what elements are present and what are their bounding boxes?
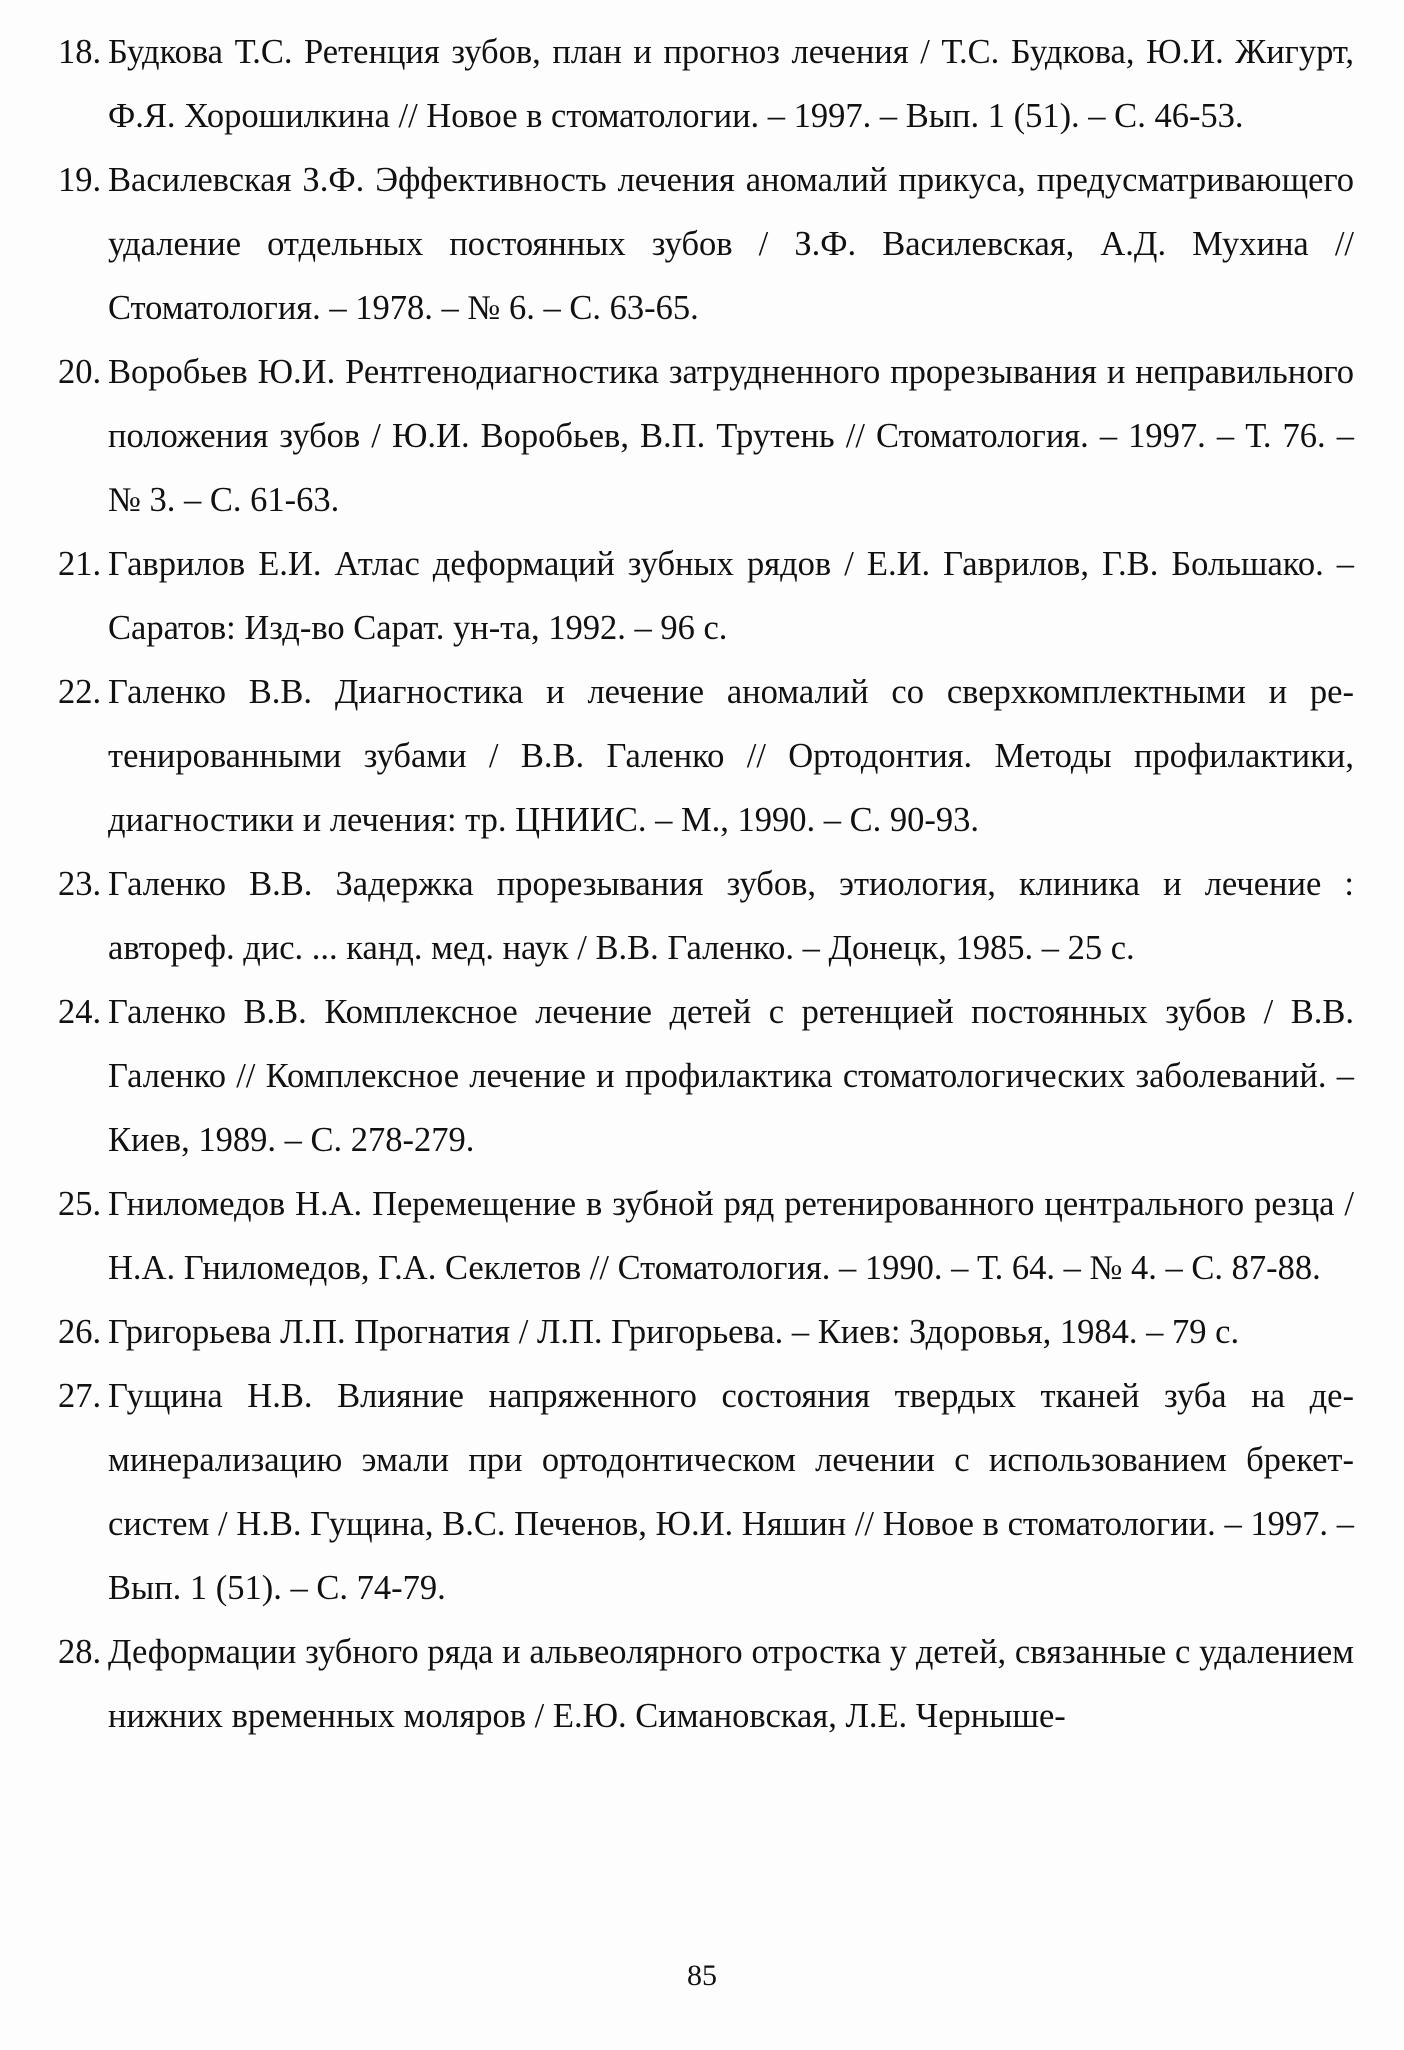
reference-text: Галенко В.В. Задержка прорезывания зубов, этиология, клиника и лечение : автореф. дис. ... канд. мед. наук / В.В. Галенко. – Донецк, 1985. – 25 с. [108,865,1354,967]
reference-item [58,980,1354,1172]
reference-number: 25. [58,1185,102,1223]
reference-text: Григорьева Л.П. Прогнатия / Л.П. Григорьева. – Киев: Здоровья, 1984. – 79 с. [108,1313,1240,1351]
reference-number: 26. [58,1313,102,1351]
reference-text: Деформации зубного ряда и альвеолярного отростка у детей, связанные с удалением нижних временных моляров / Е.Ю. Симановская, Л.Е. Черныше- [108,1633,1354,1735]
reference-text: Будкова Т.С. Ретенция зубов, план и прогноз лечения / Т.С. Будкова, Ю.И. Жигурт, Ф.Я. Хорошилкина // Новое в стоматологии. – 1997. – Вып. 1 (51). – С. 46-53. [108,33,1354,135]
page-number: 85 [687,1959,717,1992]
reference-item [58,1620,1354,1748]
reference-item [58,20,1354,148]
reference-number: 20. [58,353,102,391]
reference-item [58,660,1354,852]
reference-text: Галенко В.В. Комплексное лечение детей с ретенцией постоянных зубов / В.В. Галенко // Комплексное лечение и профилактика стоматологических заболеваний. – Киев, 1989. – С. 278-279. [108,993,1354,1159]
reference-text: Василевская З.Ф. Эффективность лечения аномалий прикуса, предусматривающего удаление отдельных постоянных зубов / З.Ф. Василевская, А.Д. Мухина // Стоматология. – 1978. – № 6. – С. 63-65. [108,161,1354,327]
reference-list [58,20,1354,1748]
reference-number: 19. [58,161,102,199]
reference-text: Галенко В.В. Диагностика и лечение аномалий со сверхкомплектными и ретенированными зубами / В.В. Галенко // Ортодонтия. Методы профилактики, диагностики и лечения: тр. ЦНИИС. – М., 1990. – С. 90-93. [108,673,1354,839]
reference-number: 22. [58,673,102,711]
reference-number: 27. [58,1377,102,1415]
reference-item [58,852,1354,980]
reference-text: Гущина Н.В. Влияние напряженного состояния твердых тканей зуба на деминерализацию эмали при ортодонтическом лечении с использованием брекет-систем / Н.В. Гущина, В.С. Печенов, Ю.И. Няшин // Новое в стоматологии. – 1997. – Вып. 1 (51). – С. 74-79. [108,1377,1354,1607]
reference-item [58,148,1354,340]
reference-number: 23. [58,865,102,903]
reference-number: 18. [58,33,102,71]
reference-item [58,1364,1354,1620]
reference-text: Гниломедов Н.А. Перемещение в зубной ряд ретенированного центрального резца / Н.А. Гниломедов, Г.А. Секлетов // Стоматология. – 1990. – Т. 64. – № 4. – С. 87-88. [108,1185,1354,1287]
reference-text: Гаврилов Е.И. Атлас деформаций зубных рядов / Е.И. Гаврилов, Г.В. Большако. – Саратов: Изд-во Сарат. ун-та, 1992. – 96 с. [108,545,1354,647]
reference-item [58,340,1354,532]
reference-number: 28. [58,1633,102,1671]
reference-number: 24. [58,993,102,1031]
reference-item [58,532,1354,660]
reference-item [58,1172,1354,1300]
reference-item [58,1300,1354,1364]
reference-text: Воробьев Ю.И. Рентгенодиагностика затрудненного прорезывания и неправильного положения зубов / Ю.И. Воробьев, В.П. Трутень // Стоматология. – 1997. – Т. 76. – № 3. – С. 61-63. [108,353,1354,519]
reference-number: 21. [58,545,102,583]
